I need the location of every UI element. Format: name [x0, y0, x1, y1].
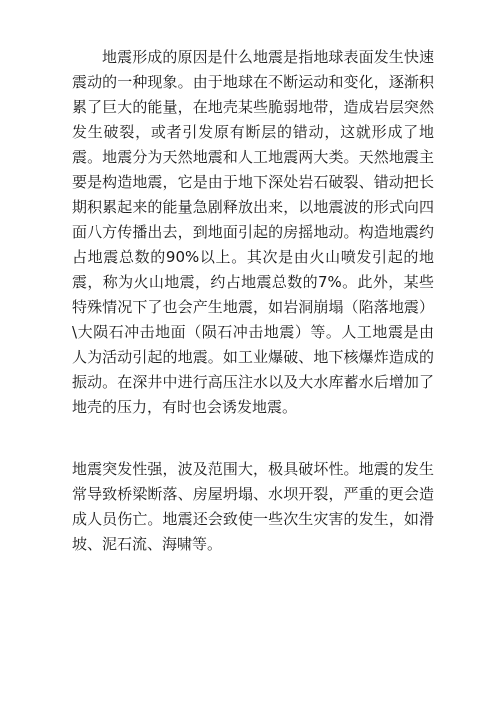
paragraph-earthquake-causes: 地震形成的原因是什么地震是指地球表面发生快速震动的一种现象。由于地球在不断运动和变化，逐渐积累了巨大的能量，在地壳某些脆弱地带，造成岩层突然发生破裂，或者引发原有断层的错动，这就形成了地震。地震分为天然地震和人工地震两大类。天然地震主要是构造地震，它是由于地下深处岩石破裂、错动把长期积累起来的能量急剧释放出来，以地震波的形式向四面八方传播出去，到地面引起的房摇地动。构造地震约占地震总数的90%以上。其次是由火山喷发引起的地震，称为火山地震，约占地震总数的7%。此外，某些特殊情况下了也会产生地震，如岩洞崩塌（陷落地震）\大陨石冲击地面（陨石冲击地震）等。人工地震是由人为活动引起的地震。如工业爆破、地下核爆炸造成的振动。在深井中进行高压注水以及大水库蓄水后增加了地壳的压力，有时也会诱发地震。 [72, 48, 434, 416]
paragraph-earthquake-damage: 地震突发性强，波及范围大，极具破坏性。地震的发生常导致桥梁断落、房屋坍塌、水坝开裂，严重的更会造成人员伤亡。地震还会致使一些次生灾害的发生，如滑坡、泥石流、海啸等。 [72, 460, 434, 553]
